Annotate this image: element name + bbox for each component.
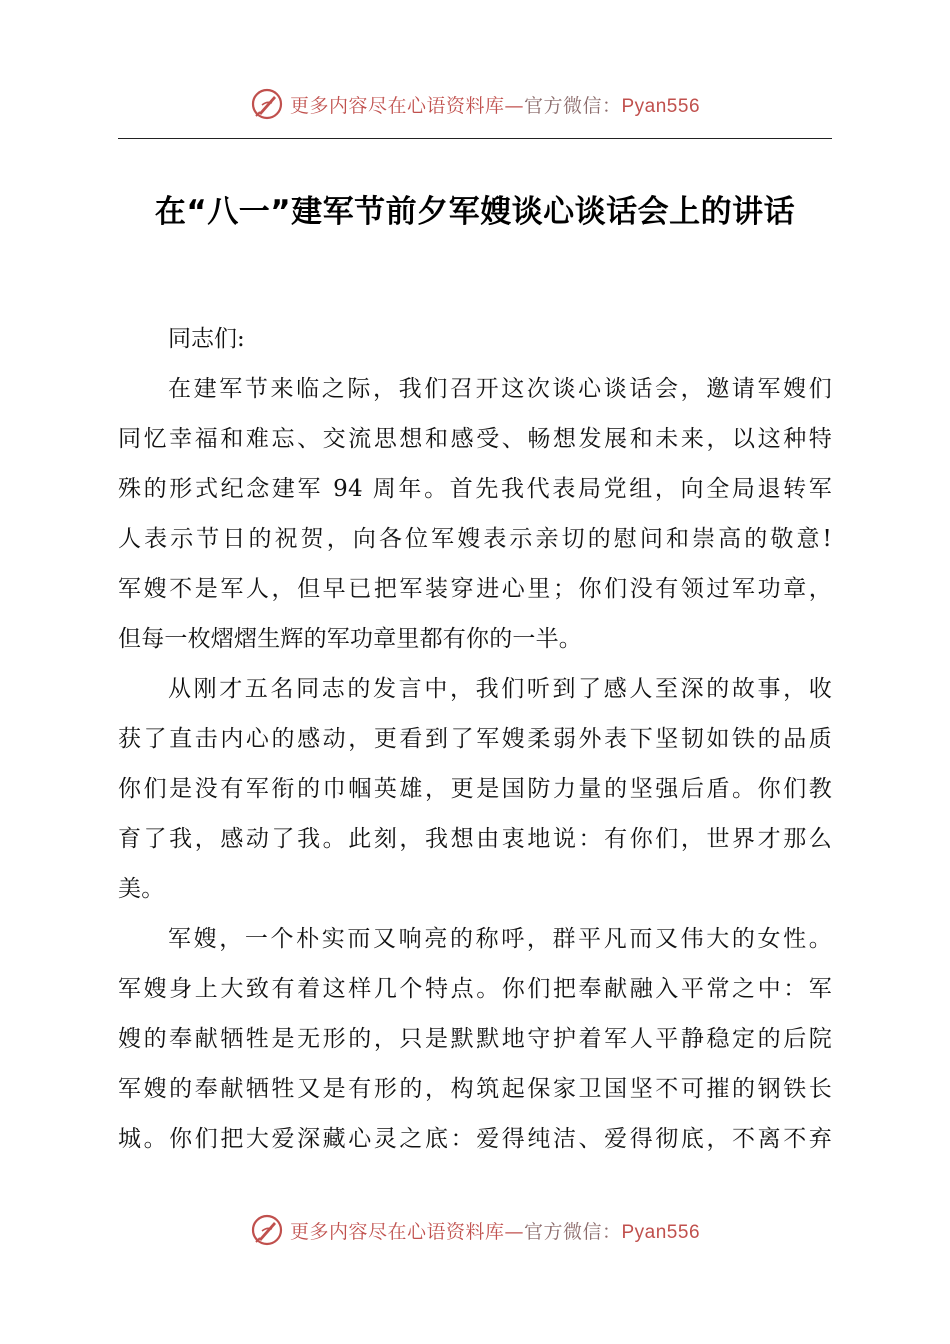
paragraph-line: 获了直击内心的感动，更看到了军嫂柔弱外表下坚韧如铁的品质 [118, 726, 832, 752]
footer-banner-dash: — [504, 1220, 524, 1243]
paragraph-1 [118, 364, 832, 664]
quill-logo-icon [250, 87, 284, 121]
paragraph-line: 在建军节来临之际，我们召开这次谈心谈话会，邀请军嫂们 [168, 376, 832, 402]
paragraph-line: 你们是没有军衔的巾帼英雄，更是国防力量的坚强后盾。你们教 [118, 776, 832, 802]
header-divider [118, 138, 832, 139]
paragraph-line: 人表示节日的祝贺，向各位军嫂表示亲切的慰问和崇高的敬意! [118, 526, 832, 552]
footer-banner-main: 更多内容尽在心语资料库 [289, 1220, 505, 1243]
paragraph-3 [118, 914, 832, 1164]
salutation: 同志们: [168, 326, 245, 352]
footer-banner-inner [250, 1213, 700, 1247]
paragraph-line: 殊的形式纪念建军 94 周年。首先我代表局党组，向全局退转军 [118, 476, 832, 502]
header-banner-text [290, 91, 700, 118]
paragraph-line: 军嫂，一个朴实而又响亮的称呼，群平凡而又伟大的女性。 [168, 926, 832, 952]
paragraph-line: 嫂的奉献牺牲是无形的，只是默默地守护着军人平静稳定的后院 [118, 1026, 832, 1052]
header-banner-handle: Pyan556 [621, 95, 701, 117]
header-banner-inner [250, 87, 700, 121]
document-body [118, 314, 832, 1164]
footer-banner-handle: Pyan556 [621, 1221, 701, 1243]
paragraph-line: 从刚才五名同志的发言中，我们听到了感人至深的故事，收 [168, 676, 832, 702]
header-banner-sub: 官方微信： [523, 94, 622, 117]
paragraph-line: 同忆幸福和难忘、交流思想和感受、畅想发展和未来，以这种特 [118, 426, 832, 452]
paragraph-line: 军嫂的奉献牺牲又是有形的，构筑起保家卫国坚不可摧的钢铁长 [118, 1076, 832, 1102]
header-banner [0, 84, 950, 124]
paragraph-line: 军嫂身上大致有着这样几个特点。你们把奉献融入平常之中：军 [118, 976, 832, 1002]
footer-banner-sub: 官方微信： [523, 1220, 622, 1243]
paragraph-line: 美。 [118, 876, 165, 902]
paragraph-2 [118, 664, 832, 914]
paragraph-line: 城。你们把大爱深藏心灵之底：爱得纯洁、爱得彻底，不离不弃 [118, 1126, 832, 1152]
header-banner-main: 更多内容尽在心语资料库 [289, 94, 505, 117]
quill-logo-icon [250, 1213, 284, 1247]
header-banner-dash: — [504, 94, 524, 117]
footer-banner [0, 1210, 950, 1250]
paragraph-line: 但每一枚熠熠生辉的军功章里都有你的一半。 [118, 626, 582, 652]
document-title: 在“八一”建军节前夕军嫂谈心谈话会上的讲话 [154, 194, 796, 230]
paragraph-line: 育了我，感动了我。此刻，我想由衷地说：有你们，世界才那么 [118, 826, 832, 852]
footer-banner-text [290, 1217, 700, 1244]
paragraph-line: 军嫂不是军人，但早已把军装穿进心里；你们没有领过军功章， [118, 576, 832, 602]
